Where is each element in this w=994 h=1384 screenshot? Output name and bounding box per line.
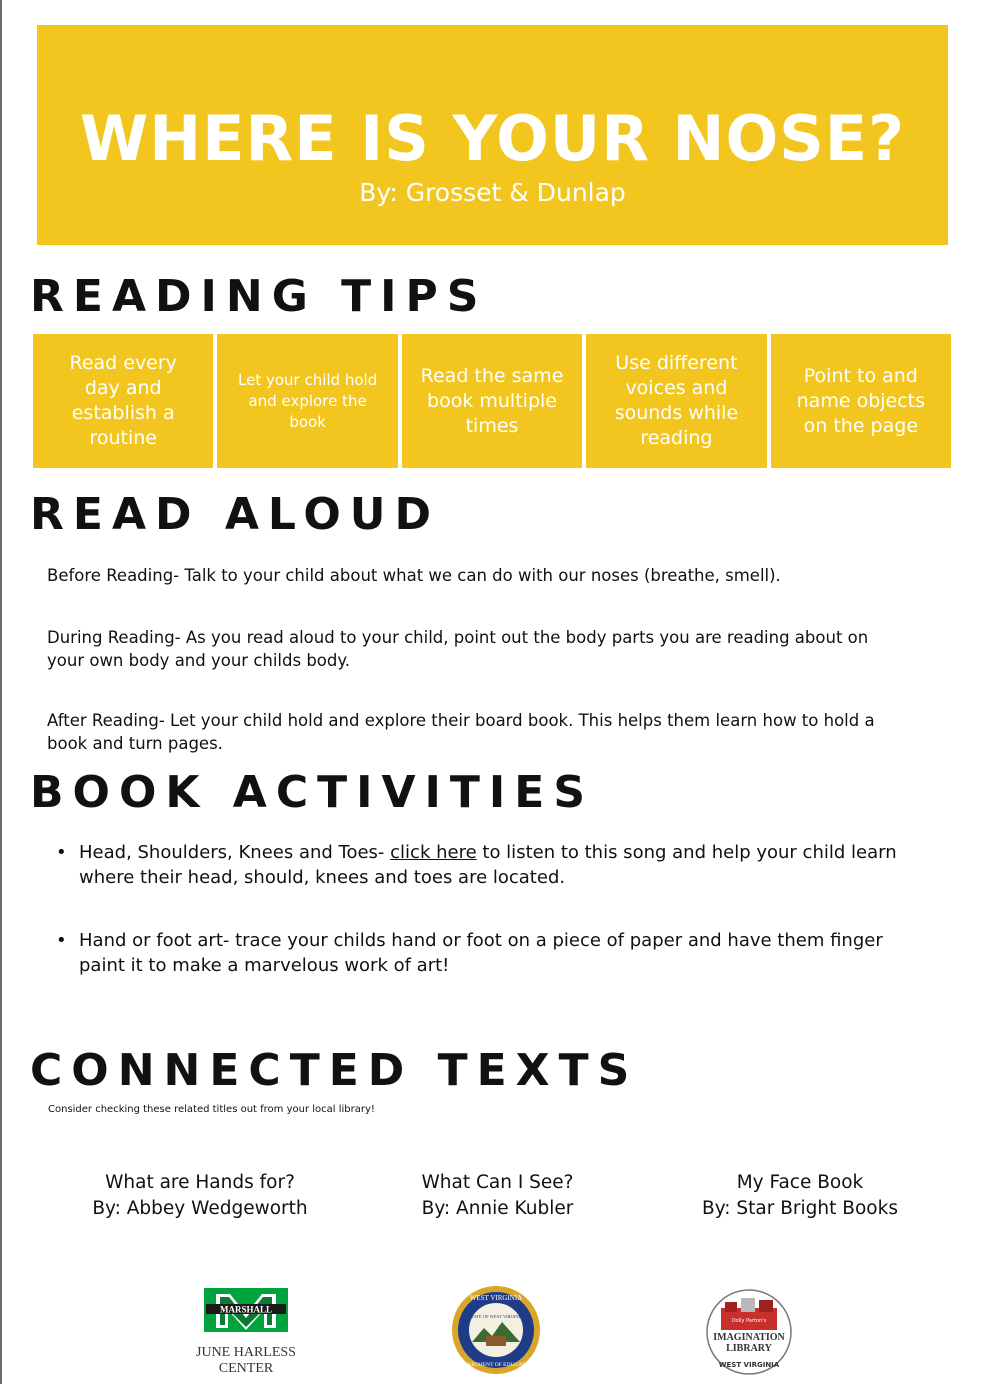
marshall-line1: JUNE HARLESS xyxy=(196,1345,296,1360)
before-reading-text: Before Reading- Talk to your child about what we can do with our noses (breathe, smell). xyxy=(47,566,781,585)
tip-label: Use different voices and sounds while reading xyxy=(614,352,739,449)
imagination-line3: LIBRARY xyxy=(726,1343,772,1354)
related-book-author: By: Abbey Wedgeworth xyxy=(92,1198,308,1219)
related-book-title: What Can I See? xyxy=(421,1172,574,1193)
imagination-ring-bottom: WEST VIRGINIA xyxy=(718,1361,780,1369)
activity-song xyxy=(56,840,916,890)
seal-ring-top: WEST VIRGINIA xyxy=(469,1294,523,1302)
click-here-link[interactable]: click here xyxy=(390,842,477,863)
reading-tips-heading: READING TIPS xyxy=(30,271,488,322)
seal-center-text: STATE OF WEST VIRGINIA xyxy=(468,1314,524,1319)
title-banner xyxy=(37,25,948,245)
related-book-author: By: Star Bright Books xyxy=(702,1198,898,1219)
related-book xyxy=(90,1170,310,1222)
related-book xyxy=(695,1170,905,1222)
related-book-title: What are Hands for? xyxy=(105,1172,295,1193)
imagination-line1: Dolly Parton's xyxy=(731,1318,767,1324)
book-author: By: Grosset & Dunlap xyxy=(359,178,626,207)
after-reading-text: After Reading- Let your child hold and explore their board book. This helps them learn how to hold a book and turn pages. xyxy=(47,711,875,753)
related-book-title: My Face Book xyxy=(736,1172,864,1193)
marshall-line2: CENTER xyxy=(218,1361,274,1376)
imagination-line2: IMAGINATION xyxy=(713,1332,785,1343)
tip-card xyxy=(402,334,582,468)
wv-education-seal xyxy=(450,1284,542,1376)
activities-list xyxy=(56,840,916,890)
book-activities-heading: BOOK ACTIVITIES xyxy=(30,767,595,818)
imagination-library-logo xyxy=(703,1288,795,1378)
related-book-author: By: Annie Kubler xyxy=(421,1198,574,1219)
tip-label: Read the same book multiple times xyxy=(420,364,564,437)
tip-card xyxy=(217,334,397,468)
tip-card xyxy=(771,334,951,468)
connected-texts-heading: CONNECTED TEXTS xyxy=(30,1045,639,1096)
activity-song-prefix: Head, Shoulders, Knees and Toes- xyxy=(79,842,391,863)
tip-label: Let your child hold and explore the book xyxy=(238,370,378,431)
activities-list xyxy=(56,928,916,978)
related-book xyxy=(400,1170,595,1222)
page-edge-line xyxy=(0,0,2,1384)
reading-tips-row xyxy=(33,334,951,468)
marshall-logo xyxy=(192,1284,300,1376)
during-reading-text: During Reading- As you read aloud to your child, point out the body parts you are reading about on your own body and your childs body. xyxy=(47,628,869,670)
activity-art: • Hand or foot art- trace your childs hand or foot on a piece of paper and have them finger paint it to make a marvelous work of art! xyxy=(56,928,916,978)
tip-card xyxy=(33,334,213,468)
tip-card xyxy=(586,334,766,468)
marshall-top-text: MARSHALL xyxy=(219,1304,273,1315)
book-title: WHERE IS YOUR NOSE? xyxy=(79,102,906,175)
tip-label: Read every day and establish a routine xyxy=(69,352,177,449)
library-note: Consider checking these related titles out from your local library! xyxy=(48,1104,375,1115)
seal-ring-bottom: DEPARTMENT OF EDUCATION xyxy=(457,1362,535,1368)
tip-label: Point to and name objects on the page xyxy=(796,364,926,437)
read-aloud-heading: READ ALOUD xyxy=(30,489,441,540)
activity-song-suffix: to listen to this song and help your child learn where their head, should, knees and toes are located. xyxy=(79,842,897,888)
